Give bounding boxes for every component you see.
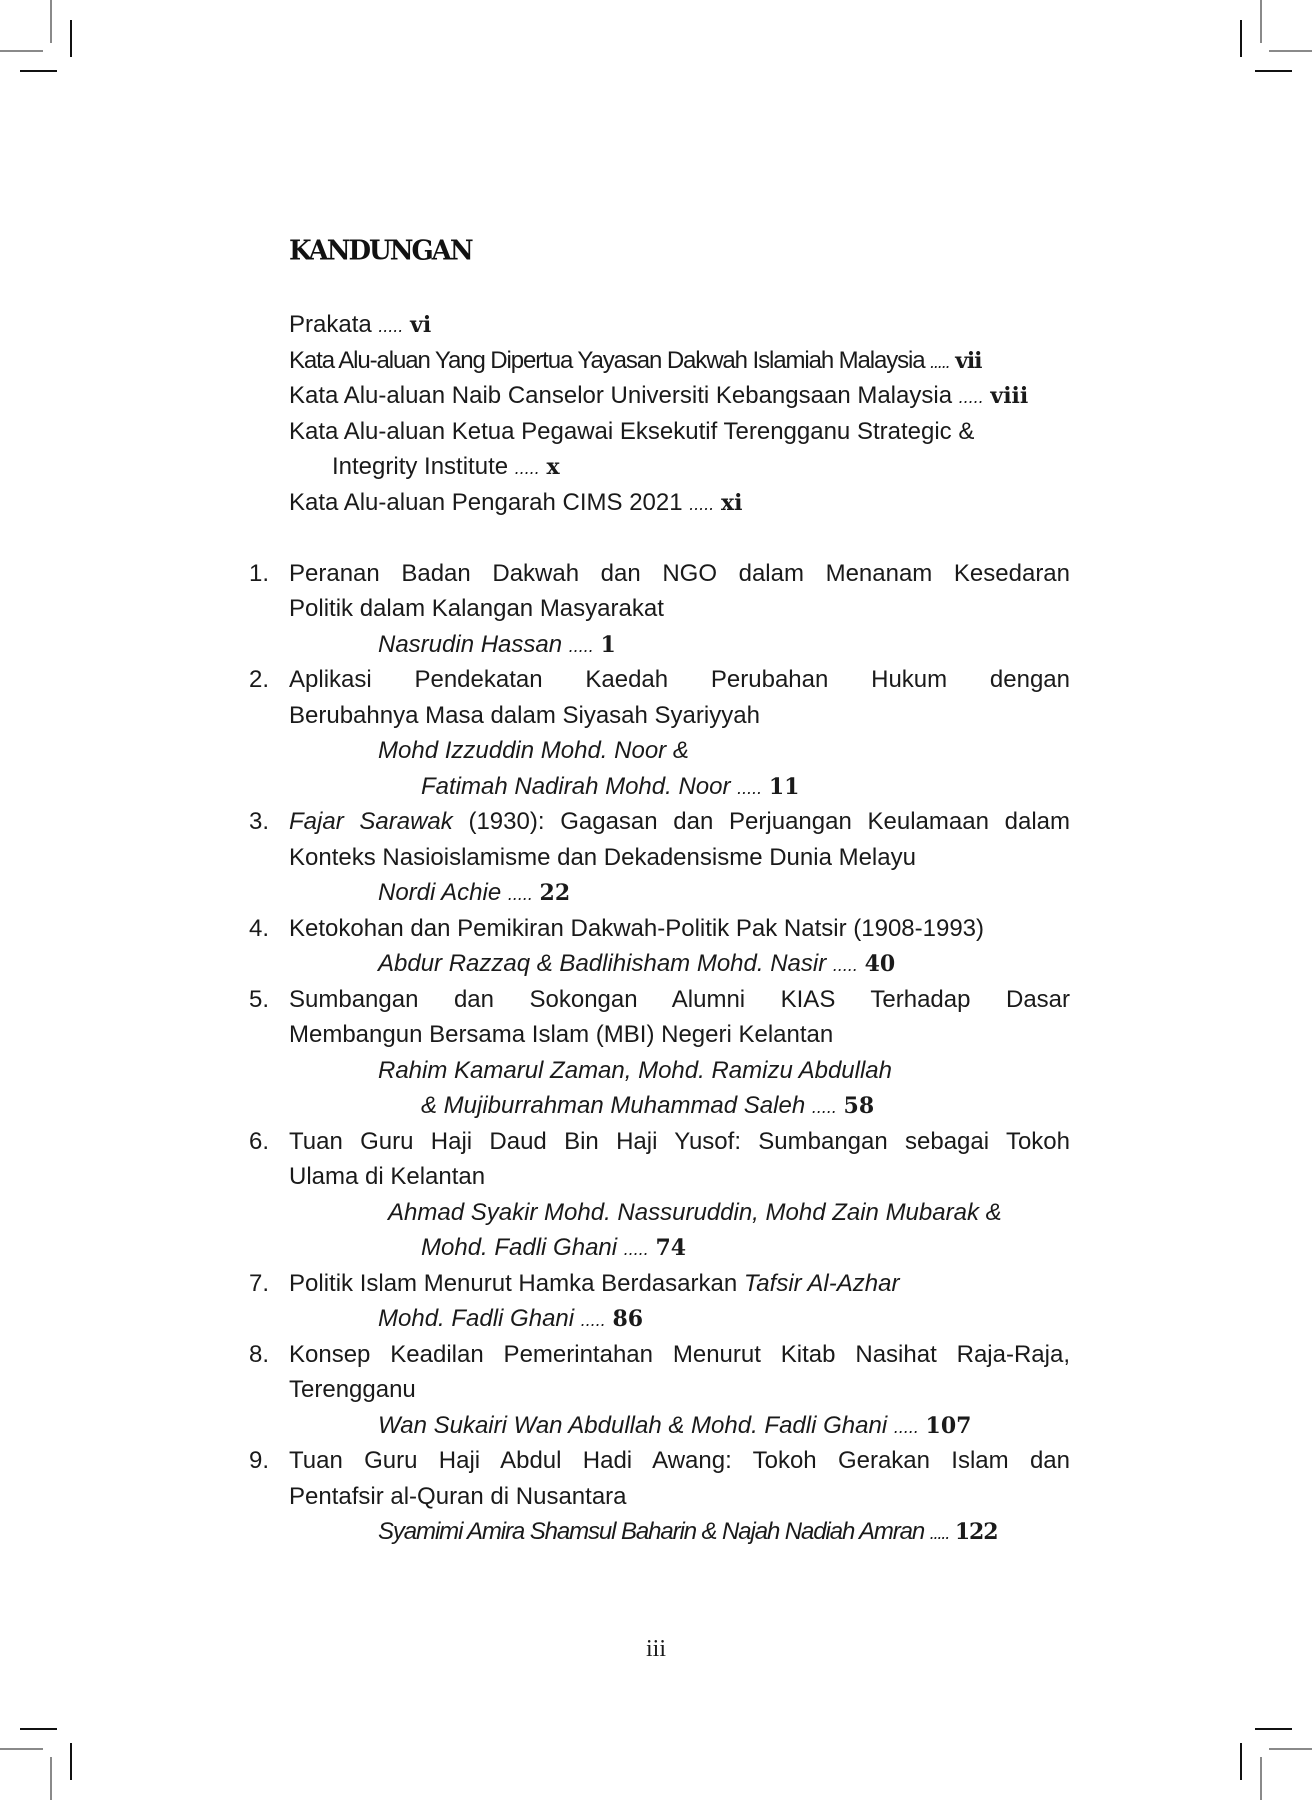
page-reference: 86 — [612, 1306, 644, 1332]
chapter-number: 9. — [249, 1447, 270, 1474]
title-text: Konteks Nasioislamisme dan Dekadensisme Dunia Melayu — [289, 843, 916, 871]
page-reference: 1 — [600, 631, 616, 658]
author-names: & Mujiburrahman Muhammad Saleh — [421, 1092, 806, 1119]
crop-mark — [20, 70, 57, 72]
page-reference: 74 — [655, 1235, 687, 1261]
entry-title: Prakata — [289, 311, 372, 338]
title-text: Pentafsir al-Quran di Nusantara — [289, 1482, 627, 1510]
chapter-number: 3. — [249, 808, 270, 835]
crop-mark — [70, 20, 72, 57]
spacer — [289, 520, 1070, 556]
leader-dots: ..... — [689, 493, 715, 514]
front-matter-entry[interactable] — [289, 307, 1070, 343]
chapter-authors — [289, 1230, 1070, 1266]
chapter-authors — [289, 1301, 1070, 1337]
chapter-number: 2. — [249, 666, 270, 693]
page-reference: 107 — [925, 1412, 972, 1439]
page-reference: 122 — [954, 1519, 998, 1545]
italic-title: Tafsir Al-Azhar — [743, 1269, 900, 1297]
entry-title: Kata Alu-aluan Pengarah CIMS 2021 — [289, 488, 683, 516]
title-text: Tuan Guru Haji Abdul Hadi Awang: Tokoh Gerakan Islam dan — [289, 1447, 1070, 1474]
italic-title: Fajar Sarawak — [289, 808, 453, 835]
crop-mark — [0, 1748, 43, 1750]
chapter-authors — [289, 733, 1070, 769]
chapter-number: 1. — [249, 559, 270, 587]
crop-mark — [1269, 1748, 1312, 1750]
entry-title: Kata Alu-aluan Ketua Pegawai Eksekutif Terengganu Strategic & — [289, 417, 975, 445]
page-reference: 40 — [864, 951, 896, 977]
leader-dots: ..... — [514, 458, 540, 478]
front-matter-entry[interactable] — [289, 414, 1070, 450]
leader-dots: ..... — [580, 1310, 606, 1330]
author-names: Mohd. Fadli Ghani — [421, 1234, 618, 1261]
crop-mark — [50, 1757, 52, 1800]
chapter-title-line[interactable] — [249, 1443, 1070, 1479]
page-reference: 11 — [768, 773, 800, 800]
chapter-authors — [289, 1195, 1070, 1231]
chapter-authors — [289, 1053, 1070, 1089]
entry-title: Kata Alu-aluan Yang Dipertua Yayasan Dakwah Islamiah Malaysia — [289, 346, 925, 374]
author-names: Rahim Kamarul Zaman, Mohd. Ramizu Abdullah — [378, 1056, 892, 1084]
chapter-number: 8. — [249, 1340, 270, 1368]
front-matter-entry[interactable] — [289, 449, 1070, 485]
page-number: iii — [645, 1636, 666, 1662]
title-text: Berubahnya Masa dalam Siyasah Syariyyah — [289, 701, 760, 729]
title-text: Ulama di Kelantan — [289, 1163, 486, 1190]
chapter-title-line[interactable] — [249, 556, 1070, 592]
title-text: Membangun Bersama Islam (MBI) Negeri Kelantan — [289, 1021, 834, 1048]
chapter-title-line[interactable] — [249, 911, 1070, 947]
leader-dots: ..... — [929, 1523, 950, 1543]
crop-mark — [1260, 0, 1262, 43]
chapter-authors — [289, 1408, 1070, 1444]
author-names: Fatimah Nadirah Mohd. Noor — [421, 772, 731, 800]
title-text: (1930): Gagasan dan Perjuangan Keulamaan dalam — [452, 808, 1070, 835]
leader-dots: ..... — [737, 777, 763, 798]
crop-mark — [1269, 50, 1312, 52]
chapter-number: 6. — [249, 1127, 270, 1155]
chapter-title-line[interactable] — [289, 591, 1070, 627]
chapter-title-line[interactable] — [289, 698, 1070, 734]
chapter-title-line[interactable] — [289, 1372, 1070, 1408]
front-matter-entry[interactable] — [289, 378, 1070, 414]
crop-mark — [70, 1743, 72, 1780]
author-names: Nasrudin Hassan — [378, 630, 563, 658]
author-names: Abdur Razzaq & Badlihisham Mohd. Nasir — [378, 950, 827, 977]
crop-mark — [1240, 1743, 1242, 1780]
chapter-title-line[interactable] — [249, 982, 1070, 1018]
chapter-number: 4. — [249, 914, 270, 942]
title-text: Peranan Badan Dakwah dan NGO dalam Menanam Kesedaran — [289, 559, 1070, 587]
crop-mark — [1240, 20, 1242, 57]
front-matter-entry[interactable] — [289, 343, 1070, 379]
front-matter-entry[interactable] — [289, 485, 1070, 521]
crop-mark — [50, 0, 52, 43]
title-text: Terengganu — [289, 1376, 416, 1403]
crop-mark — [1255, 1728, 1292, 1730]
title-text: Konsep Keadilan Pemerintahan Menurut Kitab Nasihat Raja-Raja, — [289, 1340, 1070, 1368]
chapter-authors — [289, 769, 1070, 805]
chapter-number: 5. — [249, 985, 270, 1013]
title-text: Politik Islam Menurut Hamka Berdasarkan — [289, 1269, 744, 1297]
author-names: Ahmad Syakir Mohd. Nassuruddin, Mohd Zain Mubarak & — [388, 1198, 1002, 1226]
crop-mark — [0, 50, 43, 52]
leader-dots: ..... — [568, 635, 594, 656]
author-names: Syamimi Amira Shamsul Baharin & Najah Nadiah Amran — [378, 1518, 925, 1545]
leader-dots: ..... — [832, 955, 858, 975]
chapter-title-line[interactable] — [249, 1337, 1070, 1373]
title-text: Sumbangan dan Sokongan Alumni KIAS Terhadap Dasar — [289, 985, 1070, 1013]
chapter-title-line[interactable] — [289, 840, 1070, 876]
page-reference: 58 — [843, 1093, 875, 1119]
title-text: Politik dalam Kalangan Masyarakat — [289, 595, 664, 622]
leader-dots: ..... — [893, 1416, 919, 1437]
chapter-title-line[interactable] — [289, 1159, 1070, 1195]
chapter-title-line[interactable] — [249, 1266, 1070, 1302]
chapter-title-line[interactable] — [289, 1479, 1070, 1515]
author-names: Wan Sukairi Wan Abdullah & Mohd. Fadli Ghani — [378, 1411, 888, 1439]
leader-dots: ..... — [623, 1239, 649, 1259]
leader-dots: ..... — [958, 387, 984, 407]
crop-mark — [1260, 1757, 1262, 1800]
chapter-authors — [289, 875, 1070, 911]
chapter-title-line[interactable] — [249, 804, 1070, 840]
title-text: Tuan Guru Haji Daud Bin Haji Yusof: Sumbangan sebagai Tokoh — [289, 1127, 1070, 1155]
chapter-authors — [289, 627, 1070, 663]
page-reference: 22 — [539, 880, 571, 906]
title-text: Ketokohan dan Pemikiran Dakwah-Politik Pak Natsir (1908-1993) — [289, 914, 985, 942]
author-names: Mohd Izzuddin Mohd. Noor & — [378, 737, 689, 764]
page-reference: x — [546, 454, 560, 480]
leader-dots: ..... — [378, 316, 404, 336]
leader-dots: ..... — [930, 351, 950, 372]
chapter-number: 7. — [249, 1269, 270, 1297]
table-of-contents — [249, 307, 1070, 1550]
author-names: Mohd. Fadli Ghani — [378, 1305, 575, 1332]
leader-dots: ..... — [811, 1097, 837, 1117]
crop-mark — [20, 1728, 57, 1730]
page-reference: vi — [410, 312, 432, 338]
chapter-title-line[interactable] — [289, 1017, 1070, 1053]
page-reference: viii — [990, 383, 1029, 409]
page-reference: vii — [955, 347, 982, 374]
chapter-authors — [289, 946, 1070, 982]
leader-dots: ..... — [507, 884, 533, 904]
chapter-title-line[interactable] — [249, 662, 1070, 698]
chapter-title-line[interactable] — [249, 1124, 1070, 1160]
chapter-authors — [289, 1514, 1070, 1550]
entry-title: Integrity Institute — [332, 453, 509, 480]
page-reference: xi — [720, 489, 743, 516]
author-names: Nordi Achie — [378, 879, 502, 906]
title-text: Aplikasi Pendekatan Kaedah Perubahan Hukum dengan — [289, 666, 1070, 693]
crop-mark — [1255, 70, 1292, 72]
entry-title: Kata Alu-aluan Naib Canselor Universiti Kebangsaan Malaysia — [289, 382, 953, 409]
page-title: KANDUNGAN — [289, 235, 472, 267]
chapter-authors — [289, 1088, 1070, 1124]
